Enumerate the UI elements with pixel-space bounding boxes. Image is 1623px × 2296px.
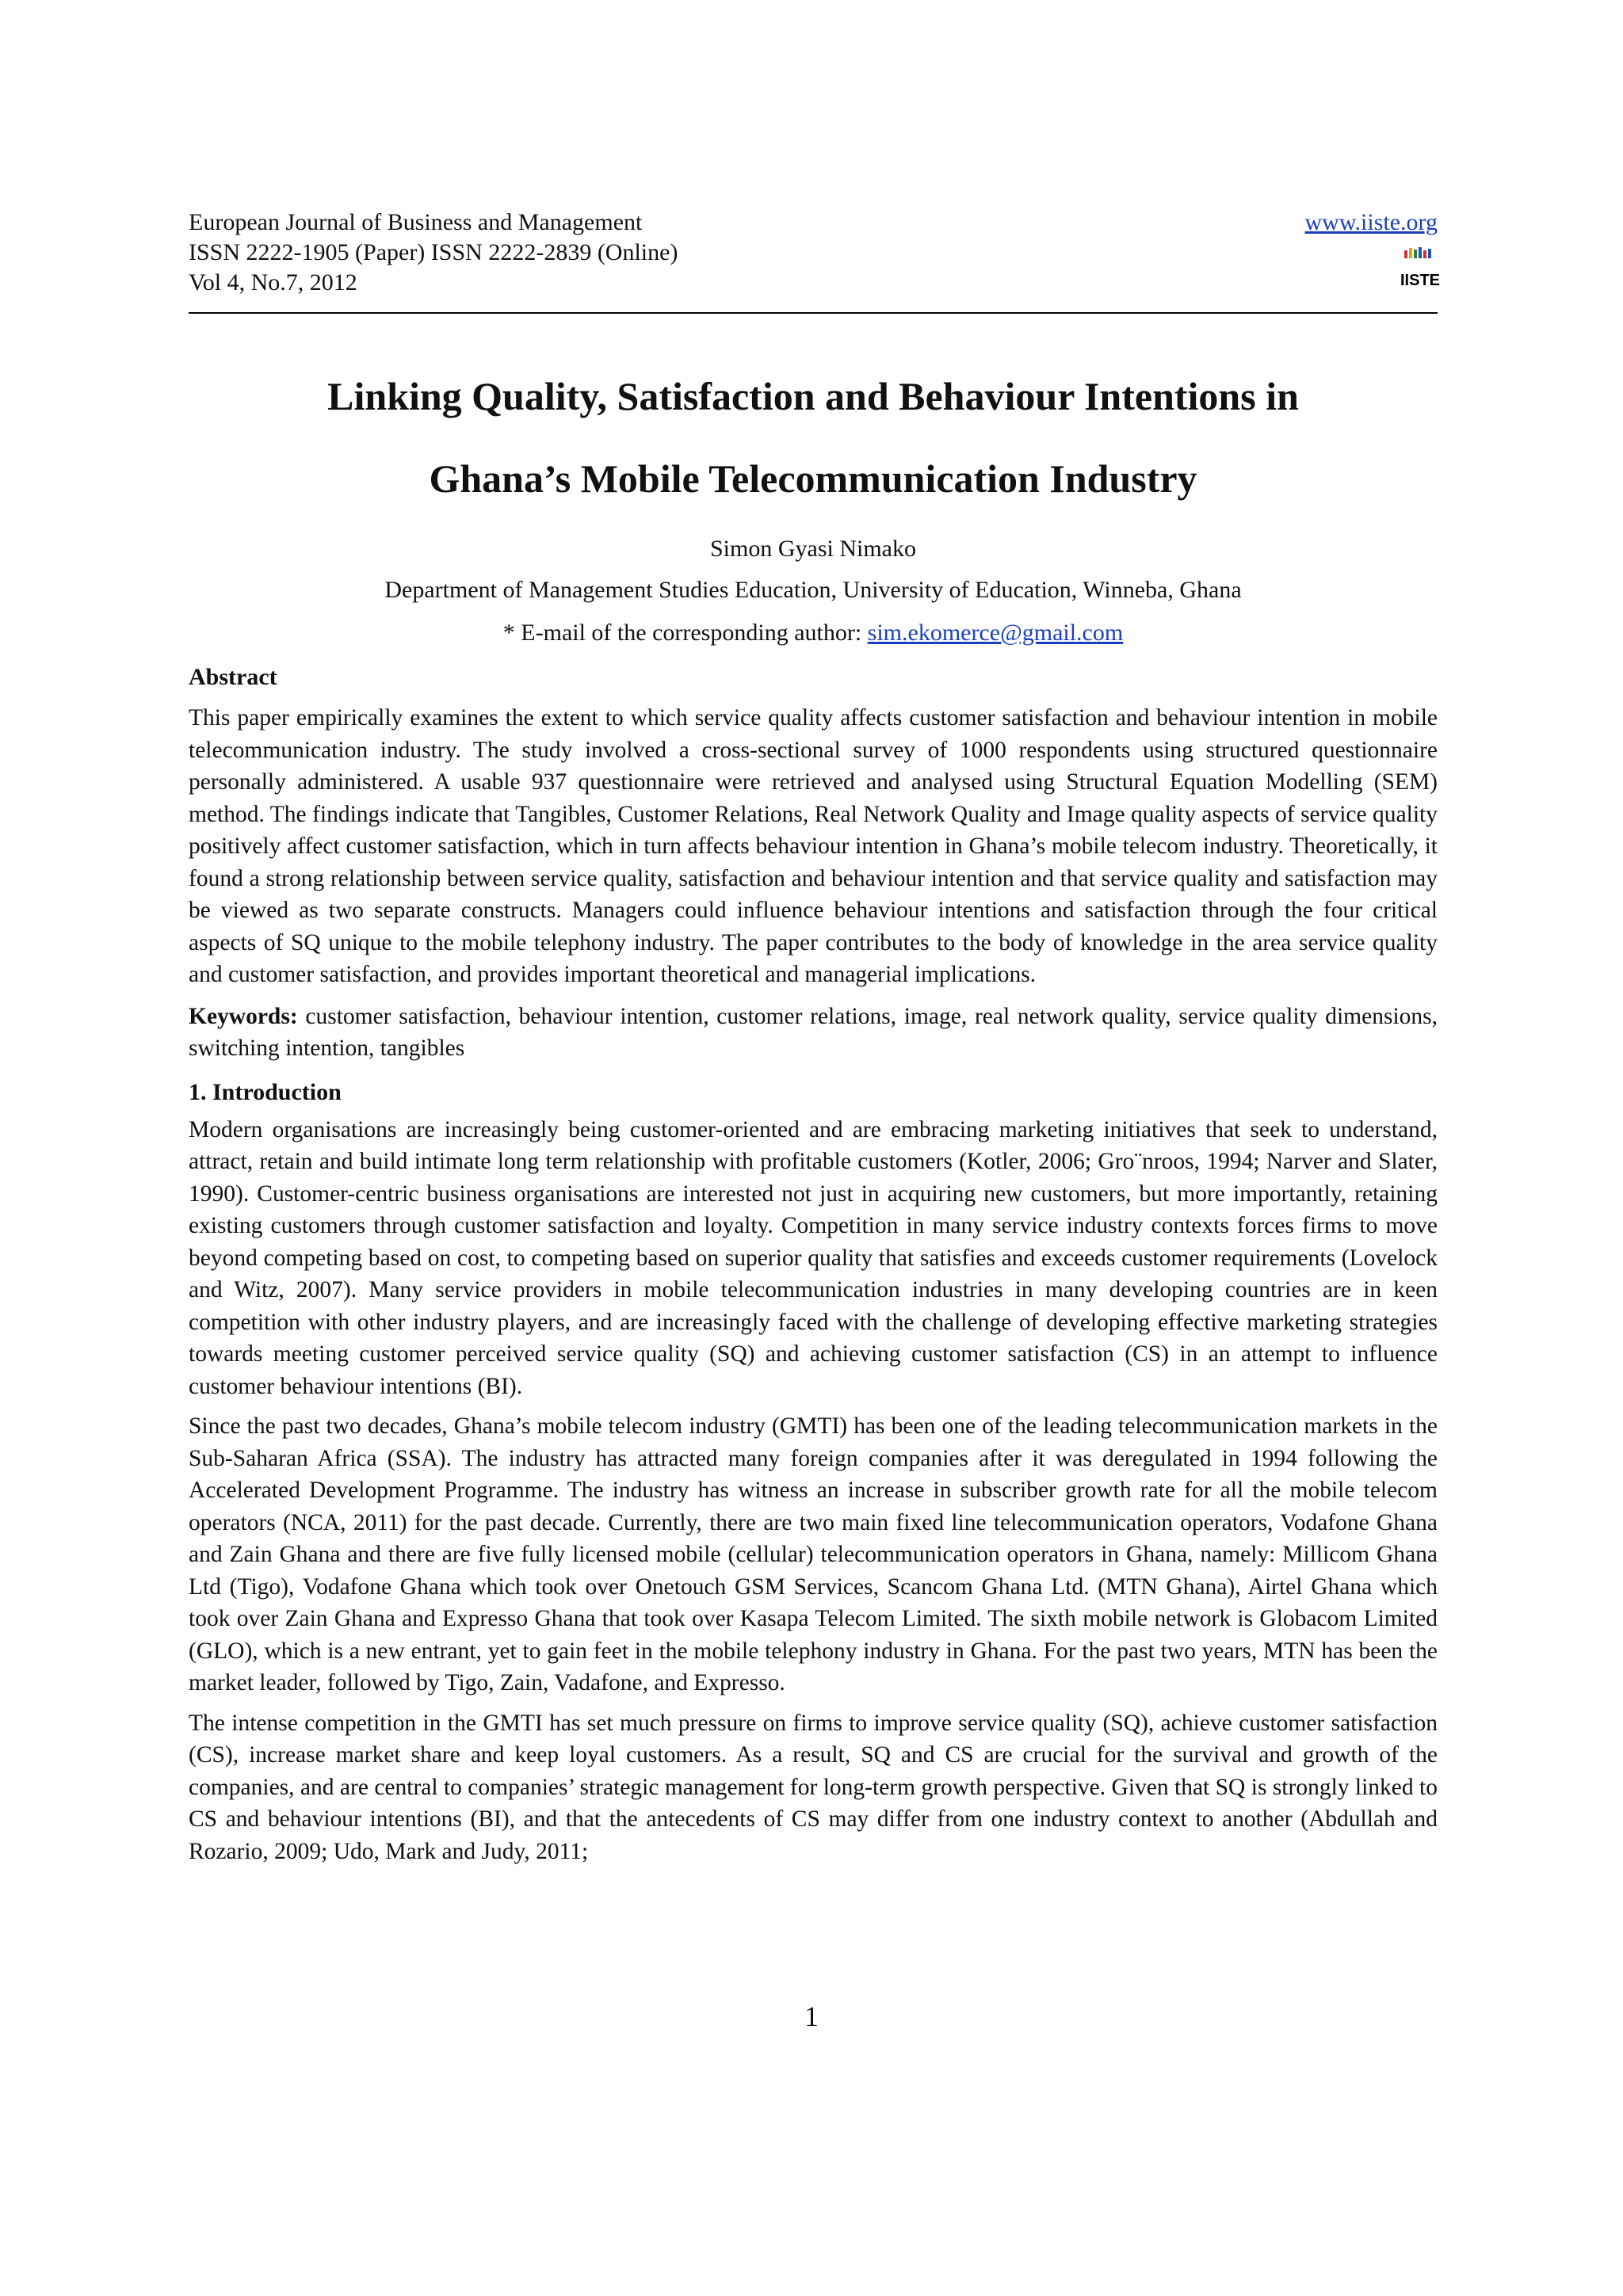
keywords-label: Keywords:	[189, 1003, 298, 1029]
keywords-list: customer satisfaction, behaviour intention, customer relations, image, real network quality, service quality dimensions, switching intention, tangibles	[189, 1003, 1438, 1061]
header-rule	[189, 312, 1438, 314]
journal-name: European Journal of Business and Management	[189, 209, 643, 235]
journal-header	[189, 208, 1441, 303]
intro-paragraph: Since the past two decades, Ghana’s mobile telecom industry (GMTI) has been one of the leading telecommunication markets in the Sub-Saharan Africa (SSA). The industry has attracted many foreign companies after it was deregulated in 1994 following the Accelerated Development Programme. The industry has witness an increase in subscriber growth rate for all the mobile telecom operators (NCA, 2011) for the past decade. Currently, there are two main fixed line telecommunication operators, Vodafone Ghana and Zain Ghana and there are five fully licensed mobile (cellular) telecommunication operators in Ghana, namely: Millicom Ghana Ltd (Tigo), Vodafone Ghana which took over Onetouch GSM Services, Scancom Ghana Ltd. (MTN Ghana), Airtel Ghana which took over Zain Ghana and Expresso Ghana that took over Kasapa Telecom Limited. The sixth mobile network is Globacom Limited (GLO), which is a new entrant, yet to gain feet in the mobile telephony industry in Ghana. For the past two years, MTN has been the market leader, followed by Tigo, Zain, Vadafone, and Expresso.	[189, 1413, 1438, 1695]
iiste-logo-icon	[1400, 246, 1441, 295]
author-affiliation: Department of Management Studies Education, University of Education, Winneba, Ghana	[384, 577, 1242, 603]
intro-paragraph: Modern organisations are increasingly being customer-oriented and are embracing marketing initiatives that seek to understand, attract, retain and build intimate long term relationship with profitable customers (Kotler, 2006; Gro¨nroos, 1994; Narver and Slater, 1990). Customer-centric business organisations are interested not just in acquiring new customers, but more importantly, retaining existing customers through customer satisfaction and loyalty. Competition in many service industry contexts forces firms to move beyond competing based on cost, to competing based on superior quality that satisfies and exceeds customer requirements (Lovelock and Witz, 2007). Many service providers in mobile telecommunication industries in many developing countries are in keen competition with other industry players, and are increasingly faced with the challenge of developing effective marketing strategies towards meeting customer perceived service quality (SQ) and achieving customer satisfaction (CS) in an attempt to influence customer behaviour intentions (BI).	[189, 1116, 1438, 1399]
title-line-2: Ghana’s Mobile Telecommunication Industry	[429, 456, 1197, 501]
paper-title	[189, 355, 1438, 520]
intro-paragraph: The intense competition in the GMTI has set much pressure on firms to improve service quality (SQ), achieve customer satisfaction (CS), increase market share and keep loyal customers. As a result, SQ and CS are crucial for the survival and growth of the companies, and are central to companies’ strategic management for long-term growth perspective. Given that SQ is strongly linked to CS and behaviour intentions (BI), and that the antecedents of CS may differ from one industry context to another (Abdullah and Rozario, 2009; Udo, Mark and Judy, 2011;	[189, 1710, 1438, 1864]
abstract-text: This paper empirically examines the extent to which service quality affects customer satisfaction and behaviour intention in mobile telecommunication industry. The study involved a cross-sectional survey of 1000 respondents using structured questionnaire personally administered. A usable 937 questionnaire were retrieved and analysed using Structural Equation Modelling (SEM) method. The findings indicate that Tangibles, Customer Relations, Real Network Quality and Image quality aspects of service quality positively affect customer satisfaction, which in turn affects behaviour intention in Ghana’s mobile telecom industry. Theoretically, it found a strong relationship between service quality, satisfaction and behaviour intention and that service quality and satisfaction may be viewed as two separate constructs. Managers could influence behaviour intentions and satisfaction through the four critical aspects of SQ unique to the mobile telephony industry. The paper contributes to the body of knowledge in the area service quality and customer satisfaction, and provides important theoretical and managerial implications.	[189, 705, 1438, 987]
logo-text: IISTE	[1400, 272, 1441, 289]
author-name: Simon Gyasi Nimako	[710, 536, 916, 562]
paper-page	[189, 208, 1441, 1867]
issn-line: ISSN 2222-1905 (Paper) ISSN 2222-2839 (Online)	[189, 239, 678, 265]
email-prefix: * E-mail of the corresponding author:	[502, 620, 862, 646]
volume-line: Vol 4, No.7, 2012	[189, 269, 357, 296]
title-line-1: Linking Quality, Satisfaction and Behaviour Intentions in	[327, 374, 1299, 418]
keywords	[189, 1001, 1438, 1065]
website-link[interactable]: www.iiste.org	[1304, 209, 1438, 235]
email-link[interactable]: sim.ekomerce@gmail.com	[867, 620, 1124, 646]
author-email-line	[189, 612, 1438, 654]
introduction-heading: 1. Introduction	[189, 1078, 342, 1105]
page-number: 1	[804, 2000, 819, 2032]
abstract-heading: Abstract	[189, 664, 277, 690]
